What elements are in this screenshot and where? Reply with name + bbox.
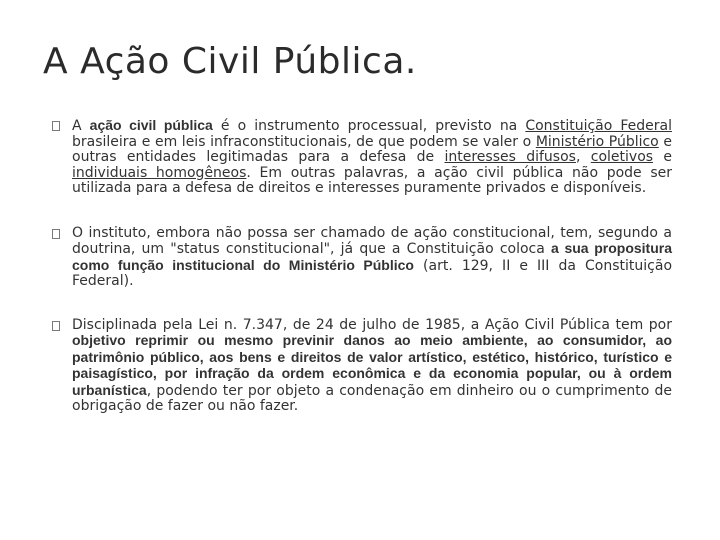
- item-text: . Em outras palavras, a ação civil pública não pode ser utilizada para a defesa de direitos e interesses puramente privados e disponíveis.: [72, 164, 672, 196]
- item-text: brasileira e em leis infraconstitucionais, de que podem se valer o: [72, 133, 536, 150]
- link-coletivos[interactable]: coletivos: [590, 149, 654, 165]
- slide-title: A Ação Civil Pública.: [43, 41, 417, 82]
- item-text: ,: [575, 149, 591, 165]
- square-bullet-icon: [52, 229, 60, 239]
- item-bold-text: a sua propositura como função institucional do Ministério Público: [72, 240, 673, 273]
- link-interesses-difusos[interactable]: interesses difusos: [444, 149, 576, 165]
- list-item: [52, 318, 672, 415]
- item-text: (art. 129, II e III da Constituição Federal).: [72, 257, 673, 289]
- bullet-list: [52, 118, 672, 445]
- square-bullet-icon: [52, 121, 60, 131]
- item-text: e: [653, 149, 673, 165]
- item-bold-text: ação civil pública: [89, 117, 213, 133]
- item-text: , podendo ter por objeto a condenação em dinheiro ou o cumprimento de obrigação de fazer ou não fazer.: [72, 382, 672, 414]
- link-individuais-homogeneos[interactable]: individuais homogêneos: [72, 164, 247, 181]
- item-text: A: [72, 118, 90, 134]
- list-item: [52, 226, 672, 290]
- square-bullet-icon: [52, 321, 60, 331]
- item-text: e outras entidades legitimadas para a defesa de: [72, 133, 672, 165]
- list-item: [52, 118, 672, 197]
- item-text: Disciplinada pela Lei n. 7.347, de 24 de julho de 1985, a Ação Civil Pública tem por: [72, 316, 672, 333]
- item-text: é o instrumento processual, previsto na: [212, 118, 526, 134]
- link-ministerio-publico[interactable]: Ministério Público: [535, 133, 659, 150]
- item-bold-text: objetivo reprimir ou mesmo previnir danos ao meio ambiente, ao consumidor, ao patrimônio público, aos bens e direitos de valor artístico, estético, histórico, turístico e paisagístico, por infração da ordem econômica e da economia popular, ou à ordem urbanística: [72, 332, 672, 398]
- item-text: O instituto, embora não possa ser chamado de ação constitucional, tem, segundo a doutrina, um "status constitucional", já que a Constituição coloca: [72, 224, 672, 257]
- link-constituicao-federal[interactable]: Constituição Federal: [525, 118, 673, 134]
